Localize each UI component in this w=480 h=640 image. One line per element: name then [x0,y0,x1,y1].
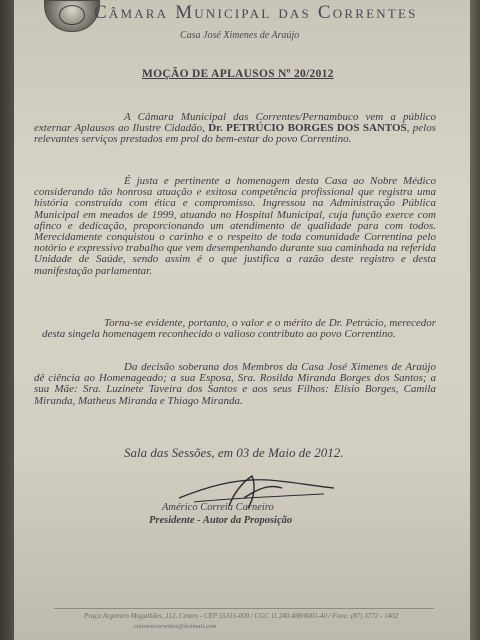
footer-divider [54,608,434,609]
paragraph-1-text-b: , pelos relevantes serviços prestados em prol do bem-estar do povo Correntino. [34,122,436,146]
paragraph-4: Da decisão soberana dos Membros da Casa José Ximenes de Araújo dê ciência ao Homenageado; a sua Esposa, Sra. Rosilda Miranda Borges dos Santos; a sua Mãe: Sra. Luzinete Taveira dos Santos e aos seus Filhos: Elísio Borges, Camila Miranda, Matheus Miranda e Thiago Miranda. [34,361,436,407]
signer-name: Américo Correia Carneiro [162,502,274,513]
footer-address: Praça Argemiro Magalhães, 112, Centro - CEP 55315-000 / CGC 11.240.488/0001-40 / Fone: (87) 3772 - 1402 [84,612,399,620]
house-name: Casa José Ximenes de Araújo [180,30,300,41]
honoree-name: Dr. PETRÚCIO BORGES DOS SANTOS [208,122,407,135]
paragraph-2: É justa e pertinente a homenagem desta Casa ao Nobre Médico considerando tão honrosa atuação e exitosa competência profissional que registra uma história construída com ética e compromisso. Ingressou na Administração Pública Municipal em meados de 1999, atuando no Hospital Municipal, cuja função exerce com afinco e dedicação, proporcionando um atendimento de qualidade para com todos. Merecidamente conquistou o carinho e o respeito de toda comunidade Correntina pelo notório e expressivo trabalho que vem desempenhando durante sua caminhada na referida Unidade de Saúde, sendo assim é o que justifica a razão deste registro e desta manifestação parlamentar. [34,175,436,277]
institution-name: Câmara Municipal das Correntes [94,2,418,23]
document-page [14,0,470,640]
paragraph-1 [34,112,436,146]
signer-role: Presidente - Autor da Proposição [149,515,293,526]
paragraph-3: Torna-se evidente, portanto, o valor e o mérito de Dr. Petrúcio, merecedor desta singela homenagem reconhecido o valioso contributo ao povo Correntino. [42,317,436,341]
footer-email: camaracorrentes@hotmail.com [134,623,217,630]
coat-of-arms-seal [44,0,100,32]
paragraph-1-text-a: A Câmara Municipal das Correntes/Pernambuco vem a público externar Aplausos ao Ilustre Cidadão, [34,111,436,135]
seal-emblem-icon [59,5,85,25]
place-and-date: Sala das Sessões, em 03 de Maio de 2012. [124,445,344,460]
document-title: MOÇÃO DE APLAUSOS Nº 20/2012 [142,68,334,80]
